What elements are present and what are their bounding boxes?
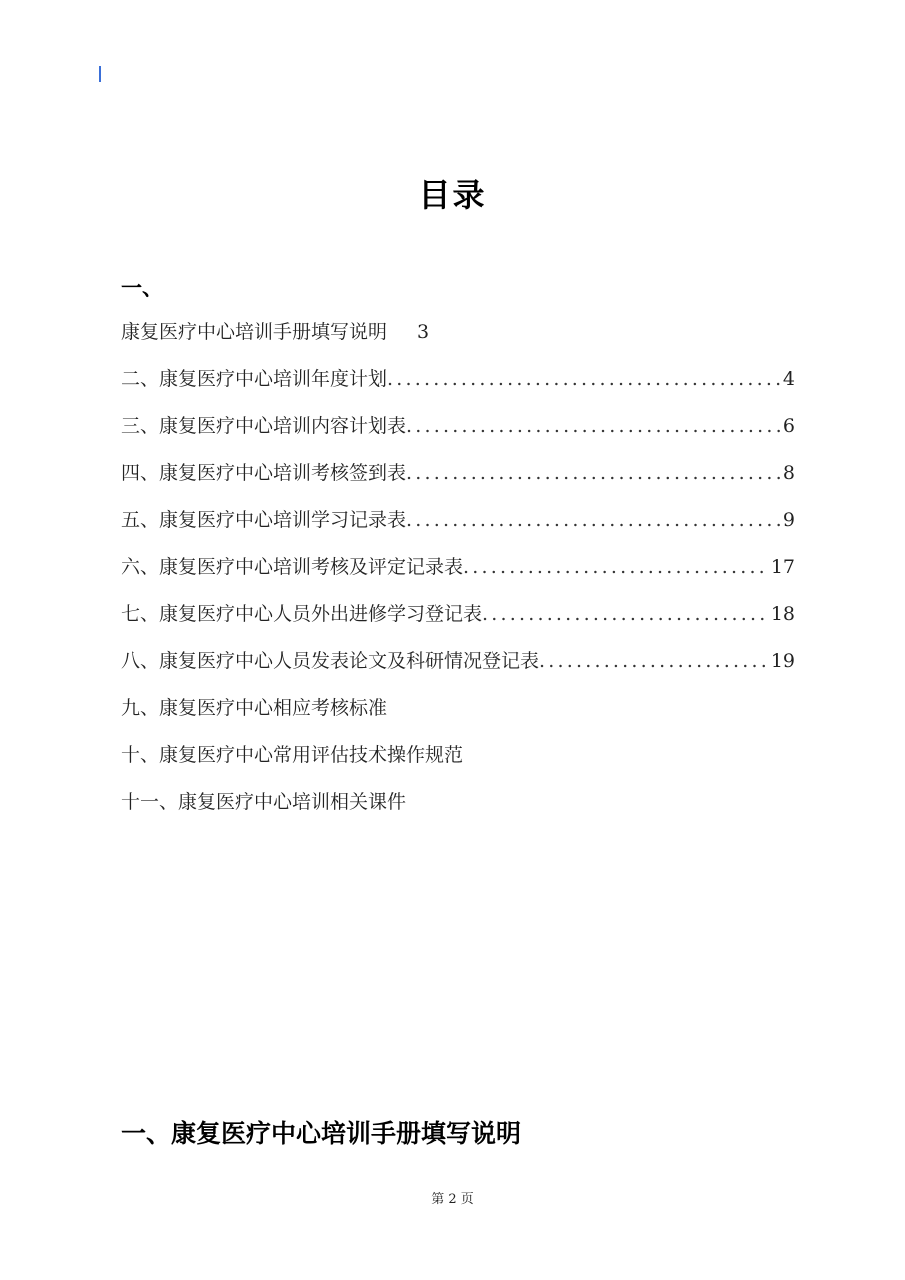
toc-entry-text: 十一、康复医疗中心培训相关课件 [121,791,407,813]
toc-entry-page: 19 [770,650,795,672]
toc-entry-text: 七、康复医疗中心人员外出进修学习登记表 [121,603,483,625]
toc-entry-text: 四、康复医疗中心培训考核签到表 [121,462,407,484]
toc-entry-page: 6 [782,415,795,437]
toc-title: 目录 [418,176,487,214]
table-of-contents [121,317,795,834]
toc-entry[interactable] [121,505,795,552]
toc-entry[interactable] [121,411,795,458]
text-cursor-marker [99,66,101,82]
toc-entry-page: 8 [782,462,795,484]
toc-entry-page: 4 [782,368,795,390]
page-number-footer: 第 2 页 [431,1192,474,1207]
toc-entry[interactable] [121,740,795,787]
toc-entry-page: 9 [782,509,795,531]
toc-entry[interactable] [121,599,795,646]
toc-dot-leader [387,364,781,394]
toc-entry-text: 三、康复医疗中心培训内容计划表 [121,415,407,437]
toc-entry-text: 六、康复医疗中心培训考核及评定记录表 [121,556,464,578]
toc-entry[interactable] [121,552,795,599]
toc-lead-marker: 一、 [121,276,163,300]
toc-dot-leader [463,552,769,582]
toc-entry-text: 八、康复医疗中心人员发表论文及科研情况登记表 [121,650,540,672]
toc-dot-leader [406,411,781,441]
toc-entry[interactable] [121,787,795,834]
toc-dot-leader [539,646,769,676]
toc-dot-leader [482,599,769,629]
toc-entry-text: 十、康复医疗中心常用评估技术操作规范 [121,744,464,766]
toc-entry[interactable] [121,646,795,693]
section-heading: 一、康复医疗中心培训手册填写说明 [121,1119,522,1148]
toc-entry-text: 九、康复医疗中心相应考核标准 [121,697,388,719]
toc-entry-page: 3 [417,321,430,343]
toc-entry[interactable] [121,317,795,364]
toc-entry-page: 18 [770,603,795,625]
toc-entry[interactable] [121,364,795,411]
toc-dot-leader [406,505,781,535]
toc-dot-leader [406,458,781,488]
toc-entry-page: 17 [770,556,795,578]
toc-entry[interactable] [121,458,795,505]
toc-entry[interactable] [121,693,795,740]
toc-entry-text: 康复医疗中心培训手册填写说明 [121,321,388,343]
toc-entry-text: 二、康复医疗中心培训年度计划 [121,368,388,390]
toc-entry-text: 五、康复医疗中心培训学习记录表 [121,509,407,531]
